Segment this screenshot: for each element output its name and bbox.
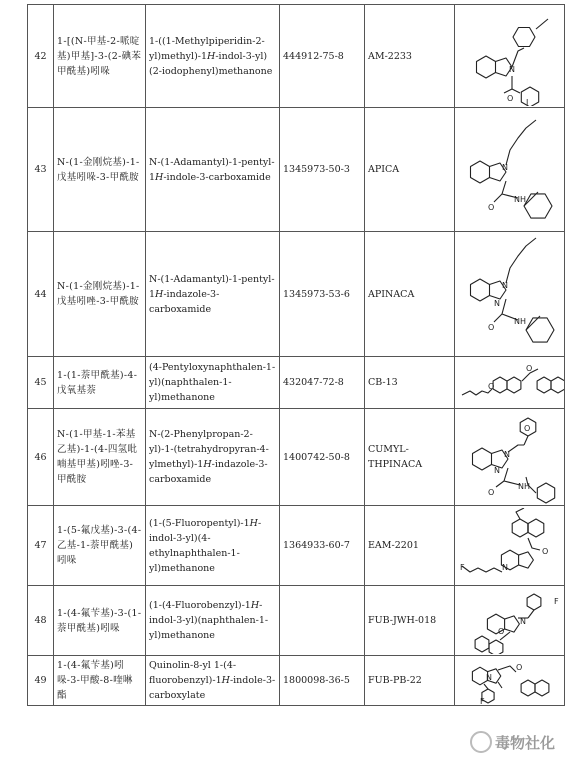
abbreviation: APICA <box>365 108 455 232</box>
row-number: 48 <box>28 586 54 656</box>
structure-diagram <box>458 658 564 704</box>
en-name-part: (4-Pentyloxynaphthalen-1-yl)(naphthalen-1-yl)methanone <box>149 362 276 403</box>
n-label: N <box>502 280 508 290</box>
structure-cell <box>455 586 565 656</box>
structure-diagram <box>458 508 564 584</box>
watermark <box>470 722 570 762</box>
o-label: O <box>488 322 495 332</box>
structure-cell <box>455 108 565 232</box>
en-name-italic: H <box>203 459 212 470</box>
n-label: N <box>509 64 515 74</box>
english-name <box>146 108 280 232</box>
n-label: N <box>486 672 492 682</box>
n-label: N <box>502 162 508 172</box>
cas-number: 432047-72-8 <box>280 357 365 409</box>
chinese-name: N-(1-甲基-1-苯基乙基)-1-(4-四氢吡喃基甲基)吲唑-3-甲酰胺 <box>54 409 146 506</box>
chinese-name: 1-(5-氟戊基)-3-(4-乙基-1-萘甲酰基)吲哚 <box>54 506 146 586</box>
en-name-part: N-(2-Phenylpropan-2-yl)-1-(tetrahydropyran-4-ylmethyl)-1 <box>149 429 269 470</box>
en-name-italic: H <box>207 50 216 62</box>
table-row <box>28 108 565 232</box>
n-label-2: N <box>494 465 500 475</box>
cas-number: 1364933-60-7 <box>280 506 365 586</box>
n-label: N <box>504 449 510 459</box>
n-label: N <box>502 562 508 572</box>
o-label: O <box>488 487 495 497</box>
structure-diagram <box>458 234 564 355</box>
o-label-2: O <box>526 363 533 373</box>
structure-cell <box>455 5 565 108</box>
o-label: O <box>488 381 495 391</box>
en-name-italic: H <box>221 675 230 686</box>
table-row <box>28 357 565 409</box>
structure-cell <box>455 409 565 506</box>
cas-number <box>280 586 365 656</box>
n-label-2: N <box>494 298 500 308</box>
english-name <box>146 357 280 409</box>
en-name-part: N-(1-Adamantyl)-1-pentyl-1 <box>149 156 275 183</box>
f-label: F <box>554 596 559 606</box>
structure-cell <box>455 656 565 706</box>
nh-label: NH <box>514 194 526 204</box>
en-name-part: -indol-3-yl)(naphthalen-1-yl)methanone <box>149 600 269 641</box>
row-number: 49 <box>28 656 54 706</box>
en-name-part: -indol-3-yl)(4-ethylnaphthalen-1-yl)methanone <box>149 517 262 574</box>
f-label: F <box>460 562 465 572</box>
row-number: 44 <box>28 232 54 357</box>
table-row <box>28 409 565 506</box>
table-row <box>28 656 565 706</box>
nh-label: NH <box>514 316 526 326</box>
en-name-part: -indazole-3-carboxamide <box>149 288 220 315</box>
en-name-part: -indol-3-yl)(2-iodophenyl)methanone <box>149 50 273 77</box>
structure-cell <box>455 357 565 409</box>
en-name-part: 1-((1-Methylpiperidin-2-yl)methyl)-1 <box>149 35 265 62</box>
structure-diagram <box>458 110 564 230</box>
cas-number: 1400742-50-8 <box>280 409 365 506</box>
structure-cell <box>455 506 565 586</box>
o-label: O <box>498 626 505 636</box>
o-label: O <box>516 662 523 672</box>
en-name-part: N-(1-Adamantyl)-1-pentyl-1 <box>149 273 275 300</box>
en-name-italic: H <box>249 517 258 529</box>
structure-diagram <box>458 588 564 654</box>
english-name <box>146 232 280 357</box>
abbreviation: CUMYL-THPINACA <box>365 409 455 506</box>
abbreviation: FUB-PB-22 <box>365 656 455 706</box>
en-name-part: -indole-3-carboxamide <box>163 171 271 183</box>
en-name-italic: H <box>155 171 164 183</box>
structure-diagram <box>458 7 564 106</box>
table-row <box>28 586 565 656</box>
english-name <box>146 409 280 506</box>
cas-number: 1800098-36-5 <box>280 656 365 706</box>
en-name-italic: H <box>155 288 164 300</box>
table-row <box>28 232 565 357</box>
structure-diagram <box>458 411 564 504</box>
o-label: O <box>507 93 514 103</box>
english-name <box>146 506 280 586</box>
nh-label: NH <box>518 481 530 491</box>
chinese-name: N-(1-金刚烷基)-1-戊基吲哚-3-甲酰胺 <box>54 108 146 232</box>
english-name <box>146 656 280 706</box>
en-name-italic: H <box>250 600 260 611</box>
o-label-2: O <box>524 423 531 433</box>
english-name <box>146 586 280 656</box>
en-name-part: (1-(4-Fluorobenzyl)-1 <box>149 600 251 611</box>
chinese-name: 1-(1-萘甲酰基)-4-戊氧基萘 <box>54 357 146 409</box>
en-name-part: -indazole-3-carboxamide <box>149 459 268 485</box>
en-name-part: (1-(5-Fluoropentyl)-1 <box>149 517 250 529</box>
table-row <box>28 5 565 108</box>
n-label: N <box>520 616 526 626</box>
row-number: 46 <box>28 409 54 506</box>
f-label: F <box>480 696 485 704</box>
row-number: 43 <box>28 108 54 232</box>
chinese-name: N-(1-金刚烷基)-1-戊基吲唑-3-甲酰胺 <box>54 232 146 357</box>
row-number: 45 <box>28 357 54 409</box>
o-label: O <box>542 546 549 556</box>
en-name-part: Quinolin-8-yl 1-(4-fluorobenzyl)-1 <box>149 660 237 686</box>
cas-number: 444912-75-8 <box>280 5 365 108</box>
abbreviation: APINACA <box>365 232 455 357</box>
en-name-part: -indole-3-carboxylate <box>149 675 276 701</box>
abbreviation: FUB-JWH-018 <box>365 586 455 656</box>
row-number: 42 <box>28 5 54 108</box>
substance-table <box>27 4 565 706</box>
table-row <box>28 506 565 586</box>
cas-number: 1345973-50-3 <box>280 108 365 232</box>
watermark-text: 毒物社化 <box>495 733 556 752</box>
watermark-logo-icon <box>470 731 492 753</box>
abbreviation: EAM-2201 <box>365 506 455 586</box>
o-label: O <box>488 202 495 212</box>
abbreviation: AM-2233 <box>365 5 455 108</box>
english-name <box>146 5 280 108</box>
chinese-name: 1-(4-氟苄基)-3-(1-萘甲酰基)吲哚 <box>54 586 146 656</box>
chinese-name: 1-[(N-甲基-2-哌啶基)甲基]-3-(2-碘苯甲酰基)吲哚 <box>54 5 146 108</box>
i-label: I <box>526 97 529 106</box>
structure-cell <box>455 232 565 357</box>
row-number: 47 <box>28 506 54 586</box>
chinese-name: 1-(4-氟苄基)吲哚-3-甲酸-8-喹啉酯 <box>54 656 146 706</box>
abbreviation: CB-13 <box>365 357 455 409</box>
cas-number: 1345973-53-6 <box>280 232 365 357</box>
structure-diagram <box>458 359 564 407</box>
